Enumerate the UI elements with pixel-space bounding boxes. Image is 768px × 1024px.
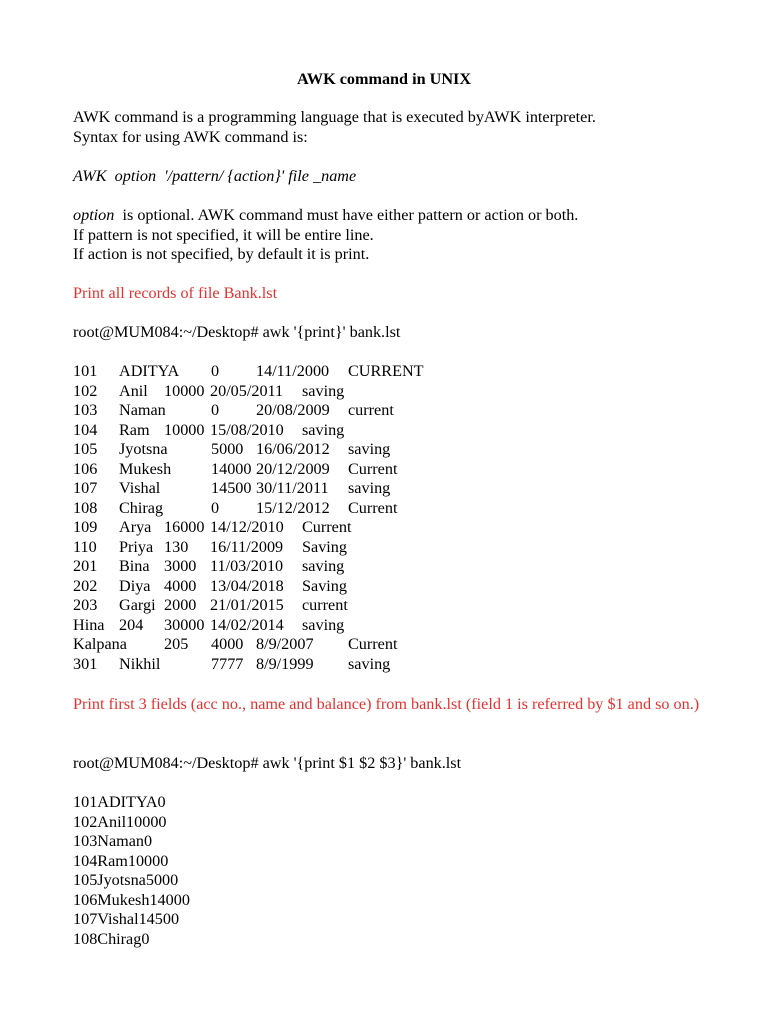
- table-cell: 14500: [211, 479, 252, 497]
- table-row: [0, 518, 768, 538]
- table-cell: saving: [348, 479, 391, 497]
- table-cell: 20/08/2009: [256, 401, 330, 419]
- table-cell: 205: [164, 635, 189, 653]
- table-row: [0, 440, 768, 460]
- table-cell: 14000: [211, 459, 252, 478]
- table-cell: 107: [73, 479, 98, 497]
- output-line: 103Naman0: [73, 832, 153, 850]
- table-cell: 20/05/2011: [210, 381, 284, 400]
- table-cell: 7777: [211, 654, 244, 673]
- table-cell: saving: [302, 420, 345, 439]
- table-cell: 108: [73, 498, 98, 517]
- output-line: 107Vishal14500: [73, 910, 180, 928]
- section-heading-2: Print first 3 fields (acc no., name and balance) from bank.lst (field 1 is referred by $1 and so on.): [73, 695, 700, 713]
- table-cell: Current: [348, 459, 398, 478]
- option-description: is optional. AWK command must have either pattern or action or both.: [114, 206, 579, 224]
- table-cell: Gargi: [119, 596, 156, 614]
- table-cell: 203: [73, 596, 98, 614]
- table-cell: 110: [73, 537, 97, 556]
- table-cell: 202: [73, 576, 98, 595]
- table-cell: 0: [211, 498, 220, 517]
- page-title: AWK command in UNIX: [296, 70, 472, 88]
- note-line-1: If pattern is not specified, it will be entire line.: [73, 225, 374, 244]
- table-cell: Diya: [119, 576, 151, 595]
- table-cell: current: [348, 401, 394, 419]
- table-row: [0, 362, 768, 382]
- table-cell: 0: [211, 362, 220, 380]
- option-line: [73, 206, 578, 226]
- output-line: 108Chirag0: [73, 929, 150, 948]
- table-cell: 3000: [164, 557, 197, 575]
- table-cell: Naman: [119, 401, 166, 419]
- table-cell: 109: [73, 518, 98, 536]
- table-cell: 13/04/2018: [210, 576, 284, 595]
- table-cell: 8/9/1999: [256, 654, 314, 673]
- table-cell: 4000: [211, 635, 244, 653]
- table-cell: 20/12/2009: [256, 459, 330, 478]
- table-cell: 103: [73, 401, 98, 419]
- table-cell: 14/12/2010: [210, 518, 284, 536]
- table-cell: 16/11/2009: [210, 537, 284, 556]
- table-row: [0, 635, 768, 655]
- table-cell: 130: [164, 537, 189, 556]
- table-row: [0, 401, 768, 421]
- table-cell: Mukesh: [119, 459, 172, 478]
- output-line: 105Jyotsna5000: [73, 871, 179, 889]
- table-row: [0, 616, 768, 636]
- table-cell: CURRENT: [348, 362, 424, 380]
- output-line: 102Anil10000: [73, 812, 167, 831]
- table-cell: 16/06/2012: [256, 440, 330, 458]
- intro-line-2: Syntax for using AWK command is:: [73, 127, 308, 146]
- table-row: [0, 596, 768, 616]
- table-cell: 5000: [211, 440, 244, 458]
- table-cell: 8/9/2007: [256, 635, 314, 653]
- output-line: 101ADITYA0: [73, 793, 166, 811]
- table-cell: 30/11/2011: [256, 479, 329, 497]
- table-cell: Ram: [119, 420, 150, 439]
- table-cell: Arya: [119, 518, 152, 536]
- note-line-2: If action is not specified, by default it is print.: [73, 245, 370, 263]
- option-word: option: [73, 206, 115, 224]
- table-cell: 10000: [164, 420, 205, 439]
- table-cell: 301: [73, 654, 98, 673]
- output-line: 104Ram10000: [73, 851, 169, 870]
- intro-line-1: AWK command is a programming language that is executed byAWK interpreter.: [73, 108, 596, 126]
- table-cell: 204: [119, 615, 144, 634]
- table-cell: Chirag: [119, 498, 164, 517]
- table-cell: 16000: [164, 518, 205, 536]
- table-cell: 101: [73, 362, 98, 380]
- table-cell: 0: [211, 401, 220, 419]
- table-cell: Saving: [302, 537, 347, 556]
- table-row: [0, 655, 768, 675]
- table-cell: saving: [302, 615, 345, 634]
- command-line-2: root@MUM084:~/Desktop# awk '{print $1 $2 $3}' bank.lst: [73, 754, 462, 772]
- table-cell: Current: [348, 635, 398, 653]
- table-cell: Current: [302, 518, 352, 536]
- table-cell: Priya: [119, 537, 154, 556]
- command-line-1: root@MUM084:~/Desktop# awk '{print}' bank.lst: [73, 323, 401, 341]
- table-cell: Jyotsna: [119, 440, 168, 458]
- table-row: [0, 382, 768, 402]
- table-row: [0, 557, 768, 577]
- table-cell: 2000: [164, 596, 197, 614]
- table-cell: saving: [302, 557, 345, 575]
- table-cell: 4000: [164, 576, 197, 595]
- table-cell: 30000: [164, 615, 205, 634]
- table-cell: 14/02/2014: [210, 615, 284, 634]
- table-cell: Bina: [119, 557, 150, 575]
- table-cell: Nikhil: [119, 654, 161, 673]
- output-line: 106Mukesh14000: [73, 890, 190, 909]
- table-cell: Vishal: [119, 479, 161, 497]
- table-cell: Hina: [73, 615, 105, 634]
- table-row: [0, 538, 768, 558]
- table-cell: 201: [73, 557, 98, 575]
- table-row: [0, 421, 768, 441]
- table-cell: 102: [73, 381, 98, 400]
- table-cell: Saving: [302, 576, 347, 595]
- table-row: [0, 460, 768, 480]
- table-cell: 105: [73, 440, 98, 458]
- table-cell: saving: [348, 440, 391, 458]
- syntax-line: AWK option '/pattern/ {action}' file _name: [73, 167, 357, 185]
- table-cell: current: [302, 596, 348, 614]
- table-cell: Anil: [119, 381, 148, 400]
- table-cell: 21/01/2015: [210, 596, 284, 614]
- table-cell: saving: [348, 654, 391, 673]
- table-row: [0, 479, 768, 499]
- table-cell: 104: [73, 420, 98, 439]
- table-cell: 14/11/2000: [256, 362, 330, 380]
- table-cell: Kalpana: [73, 635, 127, 653]
- table-cell: ADITYA: [119, 362, 180, 380]
- table-cell: 15/08/2010: [210, 420, 284, 439]
- table-cell: 15/12/2012: [256, 498, 330, 517]
- table-cell: 106: [73, 459, 98, 478]
- table-row: [0, 577, 768, 597]
- table-cell: Current: [348, 498, 398, 517]
- table-row: [0, 499, 768, 519]
- section-heading-1: Print all records of file Bank.lst: [73, 284, 278, 302]
- table-cell: 10000: [164, 381, 205, 400]
- table-cell: 11/03/2010: [210, 557, 284, 575]
- table-cell: saving: [302, 381, 345, 400]
